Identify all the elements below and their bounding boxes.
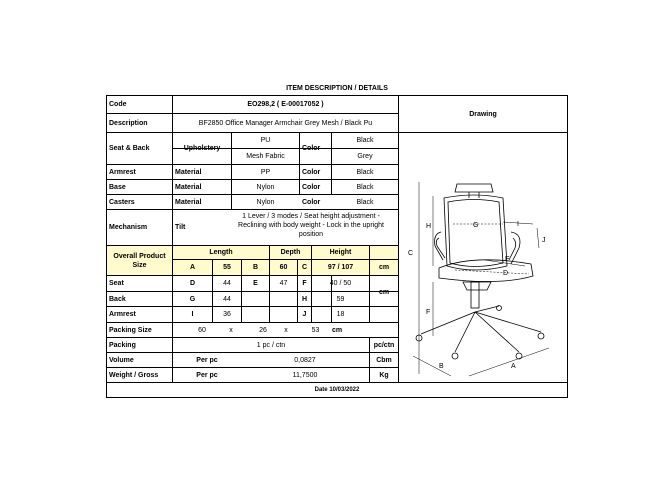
packing-size-label: Packing Size: [109, 326, 152, 334]
dim-i-label: I: [191, 311, 194, 318]
label-j: J: [542, 237, 546, 244]
overall-size-label: [107, 246, 172, 275]
label-b: B: [439, 363, 444, 370]
dim-line-d: [455, 270, 529, 274]
mechanism-line-2: Reclining with body weight - Lock in the upright: [238, 222, 384, 229]
armrest-label: Armrest: [109, 168, 136, 176]
overall-unit: cm: [370, 260, 398, 275]
seat-back-material-2: Mesh Fabric: [246, 153, 285, 160]
casters-color-label: Color: [302, 198, 321, 206]
height-header-blank: [370, 246, 398, 259]
label-i: I: [517, 221, 519, 228]
packing-size-x2: x: [284, 326, 288, 334]
mechanism-line-1: 1 Lever / 3 modes / Seat height adjustment -: [242, 213, 380, 220]
volume-label: Volume: [109, 356, 134, 364]
packing-size-unit: cm: [331, 326, 343, 334]
dim-line-b: [413, 356, 451, 376]
code-value: EO298,2 ( E-00017052 ): [247, 101, 324, 108]
dim-e-value: 47: [279, 280, 288, 287]
dim-f-value: 40 / 50: [329, 280, 352, 287]
dim-b-label: B: [242, 260, 269, 275]
label-h: H: [426, 223, 432, 230]
base-label: Base: [109, 183, 126, 191]
volume-per: Per pc: [196, 356, 218, 364]
date: Date 10/03/2022: [314, 386, 360, 393]
description-label: Description: [109, 119, 148, 127]
dim-d-label: D: [189, 280, 196, 287]
dim-b-value: 60: [270, 260, 297, 275]
weight-label: Weight / Gross: [109, 371, 159, 379]
seat-back-label: Seat & Back: [109, 145, 150, 152]
dim-d-value: 44: [223, 280, 231, 287]
dim-i-value: 36: [223, 311, 231, 318]
packing-size-v1: 60: [198, 326, 206, 334]
right-armrest-shape: [511, 232, 520, 264]
base-color-label: Color: [302, 183, 321, 191]
dim-j-value: 18: [336, 311, 345, 318]
casters-color: Black: [356, 198, 374, 206]
dims-unit: cm: [378, 288, 390, 296]
casters-material: Nylon: [256, 198, 275, 206]
base-material-label: Material: [175, 183, 202, 191]
upholstery-label: Upholstery: [183, 145, 221, 152]
spec-sheet: [106, 82, 568, 398]
gas-lift-shape: [471, 282, 479, 308]
base-material: Nylon: [256, 183, 275, 191]
dim-g-label: G: [189, 295, 196, 303]
dim-a-label: A: [173, 260, 212, 275]
dim-f-label: F: [302, 280, 307, 287]
depth-header: Depth: [270, 246, 311, 259]
border-right: [567, 95, 568, 398]
border-bottom: [106, 397, 568, 398]
dim-a-value: 55: [213, 260, 241, 275]
dim-h-label: H: [301, 295, 308, 303]
armrest-color: Black: [356, 168, 374, 176]
packing-value: 1 pc / ctn: [256, 341, 286, 349]
left-armrest-shape: [435, 232, 443, 260]
packing-unit: pc/ctn: [373, 341, 395, 349]
mechanism-description: [224, 210, 398, 245]
mechanism-label: Mechanism: [109, 224, 148, 231]
seat-back-color-label: Color: [302, 145, 321, 152]
weight-unit: Kg: [379, 371, 389, 379]
chair-drawing: [399, 136, 567, 386]
packing-label: Packing: [109, 341, 136, 349]
label-c: C: [408, 250, 414, 257]
volume-value: 0,0827: [294, 356, 316, 364]
length-header: Length: [173, 246, 269, 259]
overall-size-label-line-1: Overall Product: [113, 252, 166, 260]
label-a: A: [511, 363, 516, 370]
seat-label: Seat: [109, 280, 124, 287]
dim-j-label: J: [302, 311, 307, 318]
armrest-material-label: Material: [175, 168, 202, 176]
dim-e-label: E: [253, 280, 258, 287]
seat-back-color-1: Black: [356, 137, 374, 144]
casters-label: Casters: [109, 198, 135, 206]
dim-line-a: [469, 348, 549, 376]
back-label: Back: [109, 295, 126, 303]
sheet-title: ITEM DESCRIPTION / DETAILS: [286, 85, 388, 92]
label-e: E: [505, 256, 510, 263]
seat-back-material-1: PU: [260, 137, 271, 144]
label-f: F: [426, 309, 431, 316]
armrest-dims-label: Armrest: [109, 311, 136, 318]
casters-material-label: Material: [175, 198, 202, 206]
dim-g-value: 44: [223, 295, 231, 303]
label-d: D: [503, 270, 509, 277]
backrest-shape: [444, 195, 507, 270]
packing-size-v2: 26: [259, 326, 267, 334]
packing-size-x1: x: [229, 326, 233, 334]
weight-value: 11,7500: [292, 371, 318, 379]
base-color: Black: [356, 183, 374, 191]
dim-h-value: 59: [336, 295, 345, 303]
code-label: Code: [109, 101, 127, 108]
packing-size-v3: 53: [311, 326, 320, 334]
seat-shape: [439, 260, 533, 282]
volume-unit: Cbm: [376, 356, 392, 364]
weight-per: Per pc: [196, 371, 218, 379]
star-base-shape: [421, 306, 541, 352]
dim-c-value: 97 / 107: [312, 260, 369, 275]
overall-size-label-line-2: Size: [132, 261, 147, 269]
drawing-title: Drawing: [469, 110, 497, 118]
mechanism-type: Tilt: [175, 224, 186, 231]
height-header: Height: [312, 246, 369, 259]
mechanism-line-3: position: [298, 231, 324, 238]
seat-back-color-2: Grey: [357, 153, 373, 160]
label-g: G: [473, 222, 479, 229]
headrest-shape: [455, 184, 493, 192]
armrest-color-label: Color: [302, 168, 321, 176]
description-value: BF2850 Office Manager Armchair Grey Mesh / Black Pu: [198, 119, 373, 127]
dim-c-label: C: [298, 260, 311, 275]
dim-line-j: [537, 228, 539, 248]
armrest-material: PP: [260, 168, 271, 176]
